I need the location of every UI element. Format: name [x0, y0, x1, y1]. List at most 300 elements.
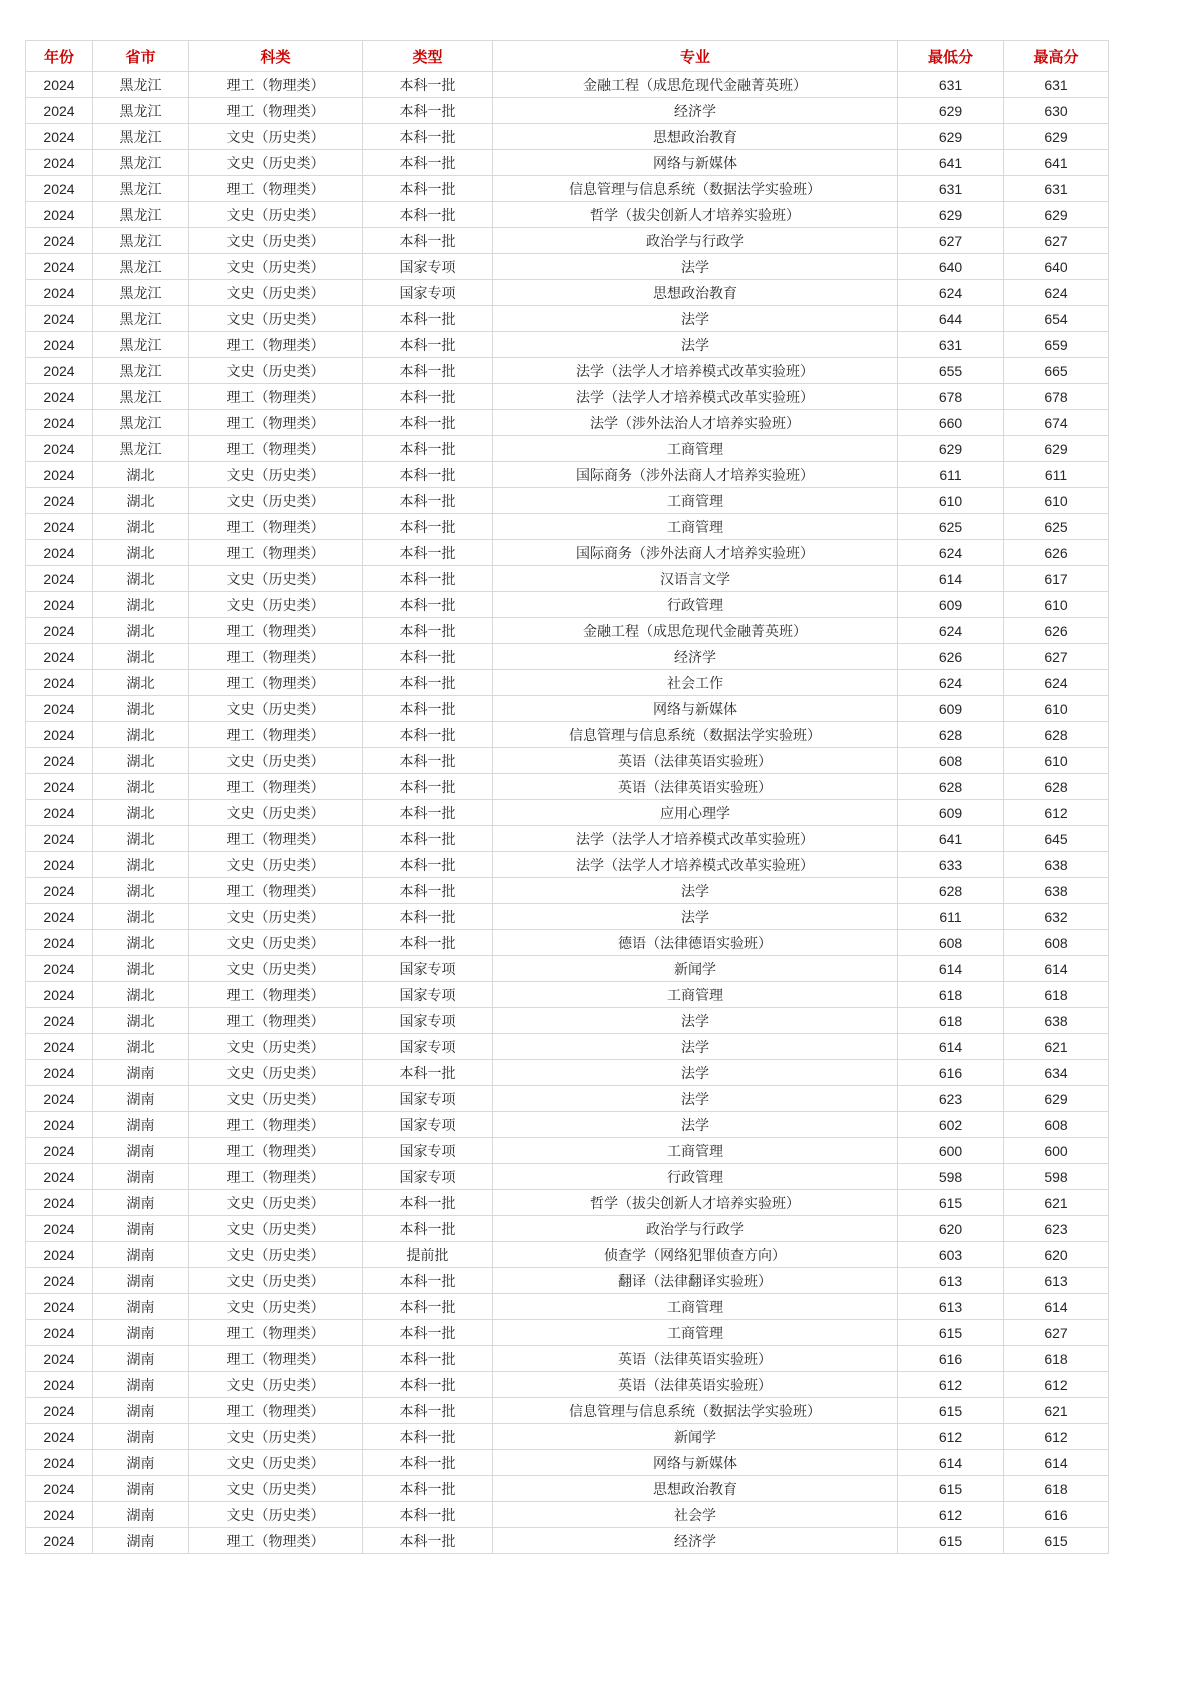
max-score-cell: 598	[1004, 1164, 1109, 1190]
province-cell: 湖南	[93, 1346, 189, 1372]
max-score-cell: 621	[1004, 1034, 1109, 1060]
major-cell: 网络与新媒体	[493, 150, 898, 176]
major-cell: 经济学	[493, 1528, 898, 1554]
header-row	[26, 41, 1109, 72]
province-cell: 湖北	[93, 774, 189, 800]
batch-type-cell: 国家专项	[363, 1034, 493, 1060]
province-cell: 湖北	[93, 1034, 189, 1060]
year-cell: 2024	[26, 254, 93, 280]
min-score-cell: 627	[898, 228, 1004, 254]
table-row	[26, 384, 1109, 410]
major-cell: 思想政治教育	[493, 280, 898, 306]
major-cell: 经济学	[493, 644, 898, 670]
batch-type-cell: 本科一批	[363, 1450, 493, 1476]
min-score-cell: 600	[898, 1138, 1004, 1164]
max-score-cell: 629	[1004, 1086, 1109, 1112]
max-score-cell: 624	[1004, 670, 1109, 696]
batch-type-cell: 本科一批	[363, 462, 493, 488]
subject-category-cell: 文史（历史类）	[189, 748, 363, 774]
table-row	[26, 514, 1109, 540]
province-cell: 黑龙江	[93, 306, 189, 332]
table-row	[26, 540, 1109, 566]
batch-type-cell: 本科一批	[363, 436, 493, 462]
year-cell: 2024	[26, 1242, 93, 1268]
province-cell: 湖南	[93, 1242, 189, 1268]
subject-category-cell: 理工（物理类）	[189, 1164, 363, 1190]
year-cell: 2024	[26, 202, 93, 228]
max-score-cell: 621	[1004, 1398, 1109, 1424]
max-score-cell: 624	[1004, 280, 1109, 306]
batch-type-cell: 本科一批	[363, 1268, 493, 1294]
major-cell: 工商管理	[493, 982, 898, 1008]
min-score-cell: 614	[898, 1450, 1004, 1476]
max-score-cell: 665	[1004, 358, 1109, 384]
subject-category-cell: 理工（物理类）	[189, 722, 363, 748]
major-cell: 工商管理	[493, 514, 898, 540]
max-score-cell: 623	[1004, 1216, 1109, 1242]
year-cell: 2024	[26, 852, 93, 878]
table-row	[26, 1034, 1109, 1060]
min-score-cell: 609	[898, 696, 1004, 722]
max-score-cell: 610	[1004, 592, 1109, 618]
year-cell: 2024	[26, 956, 93, 982]
batch-type-cell: 本科一批	[363, 1294, 493, 1320]
max-score-cell: 610	[1004, 488, 1109, 514]
batch-type-cell: 本科一批	[363, 176, 493, 202]
major-cell: 法学	[493, 1112, 898, 1138]
major-cell: 哲学（拔尖创新人才培养实验班）	[493, 202, 898, 228]
year-cell: 2024	[26, 1138, 93, 1164]
max-score-cell: 654	[1004, 306, 1109, 332]
min-score-cell: 618	[898, 1008, 1004, 1034]
table-row	[26, 1268, 1109, 1294]
max-score-cell: 629	[1004, 124, 1109, 150]
year-cell: 2024	[26, 1476, 93, 1502]
batch-type-cell: 国家专项	[363, 982, 493, 1008]
max-score-cell: 627	[1004, 228, 1109, 254]
batch-type-cell: 本科一批	[363, 566, 493, 592]
province-cell: 湖南	[93, 1138, 189, 1164]
major-cell: 法学	[493, 254, 898, 280]
min-score-column-header: 最低分	[898, 41, 1004, 72]
subject-category-cell: 理工（物理类）	[189, 436, 363, 462]
batch-type-cell: 本科一批	[363, 1476, 493, 1502]
major-cell: 行政管理	[493, 592, 898, 618]
province-cell: 湖南	[93, 1268, 189, 1294]
year-cell: 2024	[26, 670, 93, 696]
province-cell: 黑龙江	[93, 410, 189, 436]
table-row	[26, 566, 1109, 592]
subject-category-cell: 文史（历史类）	[189, 1424, 363, 1450]
province-cell: 湖北	[93, 514, 189, 540]
batch-type-cell: 国家专项	[363, 1008, 493, 1034]
province-cell: 湖北	[93, 748, 189, 774]
major-cell: 工商管理	[493, 1294, 898, 1320]
batch-type-cell: 本科一批	[363, 618, 493, 644]
min-score-cell: 611	[898, 462, 1004, 488]
subject-category-cell: 理工（物理类）	[189, 384, 363, 410]
table-row	[26, 1138, 1109, 1164]
province-cell: 湖北	[93, 540, 189, 566]
major-cell: 德语（法律德语实验班）	[493, 930, 898, 956]
max-score-cell: 617	[1004, 566, 1109, 592]
table-row	[26, 98, 1109, 124]
batch-type-cell: 本科一批	[363, 930, 493, 956]
max-score-cell: 618	[1004, 1476, 1109, 1502]
table-row	[26, 150, 1109, 176]
batch-type-cell: 本科一批	[363, 1424, 493, 1450]
province-cell: 湖南	[93, 1476, 189, 1502]
subject-category-cell: 理工（物理类）	[189, 618, 363, 644]
subject-category-cell: 理工（物理类）	[189, 878, 363, 904]
min-score-cell: 626	[898, 644, 1004, 670]
min-score-cell: 631	[898, 176, 1004, 202]
province-cell: 黑龙江	[93, 254, 189, 280]
year-cell: 2024	[26, 306, 93, 332]
batch-type-cell: 本科一批	[363, 514, 493, 540]
subject-category-cell: 理工（物理类）	[189, 982, 363, 1008]
batch-type-cell: 本科一批	[363, 1320, 493, 1346]
major-cell: 应用心理学	[493, 800, 898, 826]
subject-category-cell: 理工（物理类）	[189, 826, 363, 852]
year-cell: 2024	[26, 384, 93, 410]
major-cell: 金融工程（成思危现代金融菁英班）	[493, 72, 898, 98]
major-cell: 法学（法学人才培养模式改革实验班）	[493, 384, 898, 410]
year-cell: 2024	[26, 228, 93, 254]
min-score-cell: 629	[898, 98, 1004, 124]
batch-type-cell: 本科一批	[363, 748, 493, 774]
max-score-cell: 674	[1004, 410, 1109, 436]
batch-type-cell: 本科一批	[363, 696, 493, 722]
year-cell: 2024	[26, 566, 93, 592]
min-score-cell: 609	[898, 592, 1004, 618]
province-cell: 湖南	[93, 1424, 189, 1450]
min-score-cell: 616	[898, 1346, 1004, 1372]
max-score-cell: 610	[1004, 696, 1109, 722]
year-cell: 2024	[26, 488, 93, 514]
min-score-cell: 611	[898, 904, 1004, 930]
min-score-cell: 603	[898, 1242, 1004, 1268]
table-row	[26, 124, 1109, 150]
year-cell: 2024	[26, 878, 93, 904]
province-cell: 湖南	[93, 1320, 189, 1346]
batch-type-cell: 国家专项	[363, 280, 493, 306]
min-score-cell: 612	[898, 1372, 1004, 1398]
major-cell: 工商管理	[493, 1320, 898, 1346]
max-score-cell: 631	[1004, 176, 1109, 202]
max-score-cell: 627	[1004, 644, 1109, 670]
subject-category-cell: 理工（物理类）	[189, 1528, 363, 1554]
batch-type-cell: 本科一批	[363, 670, 493, 696]
province-cell: 湖南	[93, 1372, 189, 1398]
province-cell: 湖南	[93, 1502, 189, 1528]
province-cell: 湖北	[93, 878, 189, 904]
subject-category-cell: 理工（物理类）	[189, 514, 363, 540]
max-score-cell: 612	[1004, 1424, 1109, 1450]
subject-category-cell: 文史（历史类）	[189, 280, 363, 306]
batch-type-cell: 本科一批	[363, 1502, 493, 1528]
year-cell: 2024	[26, 774, 93, 800]
province-cell: 湖南	[93, 1112, 189, 1138]
province-cell: 湖北	[93, 982, 189, 1008]
max-score-cell: 638	[1004, 1008, 1109, 1034]
table-row	[26, 852, 1109, 878]
max-score-cell: 600	[1004, 1138, 1109, 1164]
table-row	[26, 488, 1109, 514]
batch-type-cell: 本科一批	[363, 1398, 493, 1424]
major-cell: 法学	[493, 904, 898, 930]
subject-category-cell: 理工（物理类）	[189, 670, 363, 696]
major-cell: 行政管理	[493, 1164, 898, 1190]
batch-type-cell: 国家专项	[363, 254, 493, 280]
table-row	[26, 904, 1109, 930]
min-score-cell: 641	[898, 150, 1004, 176]
batch-type-cell: 国家专项	[363, 1138, 493, 1164]
min-score-cell: 624	[898, 618, 1004, 644]
batch-type-cell: 提前批	[363, 1242, 493, 1268]
year-cell: 2024	[26, 98, 93, 124]
major-cell: 网络与新媒体	[493, 696, 898, 722]
table-row	[26, 982, 1109, 1008]
max-score-cell: 621	[1004, 1190, 1109, 1216]
year-cell: 2024	[26, 176, 93, 202]
min-score-cell: 615	[898, 1190, 1004, 1216]
max-score-cell: 629	[1004, 436, 1109, 462]
subject-category-cell: 文史（历史类）	[189, 1502, 363, 1528]
table-row	[26, 1060, 1109, 1086]
major-cell: 哲学（拔尖创新人才培养实验班）	[493, 1190, 898, 1216]
year-cell: 2024	[26, 982, 93, 1008]
table-row	[26, 462, 1109, 488]
batch-type-cell: 国家专项	[363, 1086, 493, 1112]
min-score-cell: 631	[898, 332, 1004, 358]
subject-category-cell: 理工（物理类）	[189, 1138, 363, 1164]
batch-type-cell: 国家专项	[363, 1112, 493, 1138]
admission-scores-table	[25, 40, 1109, 1554]
table-row	[26, 280, 1109, 306]
max-score-cell: 630	[1004, 98, 1109, 124]
major-cell: 信息管理与信息系统（数据法学实验班）	[493, 1398, 898, 1424]
province-cell: 湖南	[93, 1294, 189, 1320]
max-score-cell: 625	[1004, 514, 1109, 540]
min-score-cell: 615	[898, 1320, 1004, 1346]
min-score-cell: 631	[898, 72, 1004, 98]
major-cell: 法学（法学人才培养模式改革实验班）	[493, 852, 898, 878]
year-cell: 2024	[26, 124, 93, 150]
year-cell: 2024	[26, 748, 93, 774]
max-score-cell: 640	[1004, 254, 1109, 280]
province-cell: 湖北	[93, 696, 189, 722]
batch-type-cell: 本科一批	[363, 1216, 493, 1242]
major-cell: 法学	[493, 332, 898, 358]
province-cell: 黑龙江	[93, 72, 189, 98]
batch-type-cell: 本科一批	[363, 1060, 493, 1086]
min-score-cell: 624	[898, 280, 1004, 306]
subject-category-cell: 理工（物理类）	[189, 1398, 363, 1424]
min-score-cell: 602	[898, 1112, 1004, 1138]
major-cell: 社会工作	[493, 670, 898, 696]
major-cell: 工商管理	[493, 436, 898, 462]
batch-type-cell: 本科一批	[363, 904, 493, 930]
year-cell: 2024	[26, 1216, 93, 1242]
year-cell: 2024	[26, 410, 93, 436]
batch-type-cell: 本科一批	[363, 202, 493, 228]
max-score-cell: 628	[1004, 722, 1109, 748]
province-cell: 湖北	[93, 852, 189, 878]
max-score-cell: 678	[1004, 384, 1109, 410]
year-cell: 2024	[26, 800, 93, 826]
province-cell: 湖北	[93, 592, 189, 618]
max-score-cell: 618	[1004, 982, 1109, 1008]
major-cell: 思想政治教育	[493, 124, 898, 150]
year-cell: 2024	[26, 1346, 93, 1372]
subject-category-cell: 理工（物理类）	[189, 540, 363, 566]
major-cell: 工商管理	[493, 488, 898, 514]
subject-category-cell: 文史（历史类）	[189, 306, 363, 332]
min-score-cell: 641	[898, 826, 1004, 852]
min-score-cell: 613	[898, 1268, 1004, 1294]
subject-category-cell: 理工（物理类）	[189, 1320, 363, 1346]
max-score-cell: 645	[1004, 826, 1109, 852]
year-cell: 2024	[26, 1268, 93, 1294]
batch-type-cell: 本科一批	[363, 358, 493, 384]
min-score-cell: 678	[898, 384, 1004, 410]
table-row	[26, 670, 1109, 696]
subject-category-cell: 理工（物理类）	[189, 644, 363, 670]
subject-category-cell: 文史（历史类）	[189, 228, 363, 254]
table-row	[26, 774, 1109, 800]
province-cell: 湖北	[93, 956, 189, 982]
major-cell: 网络与新媒体	[493, 1450, 898, 1476]
batch-type-cell: 本科一批	[363, 826, 493, 852]
table-row	[26, 1086, 1109, 1112]
subject-category-cell: 文史（历史类）	[189, 1372, 363, 1398]
max-score-cell: 641	[1004, 150, 1109, 176]
province-cell: 湖南	[93, 1060, 189, 1086]
year-cell: 2024	[26, 1450, 93, 1476]
major-cell: 新闻学	[493, 956, 898, 982]
subject-category-cell: 文史（历史类）	[189, 1060, 363, 1086]
table-row	[26, 1502, 1109, 1528]
max-score-cell: 611	[1004, 462, 1109, 488]
min-score-cell: 608	[898, 748, 1004, 774]
table-row	[26, 1450, 1109, 1476]
province-cell: 湖北	[93, 904, 189, 930]
table-row	[26, 358, 1109, 384]
year-cell: 2024	[26, 1060, 93, 1086]
max-score-cell: 616	[1004, 1502, 1109, 1528]
table-row	[26, 202, 1109, 228]
min-score-cell: 660	[898, 410, 1004, 436]
table-row	[26, 722, 1109, 748]
major-cell: 政治学与行政学	[493, 228, 898, 254]
year-cell: 2024	[26, 332, 93, 358]
province-cell: 湖北	[93, 930, 189, 956]
table-row	[26, 1164, 1109, 1190]
table-row	[26, 1528, 1109, 1554]
min-score-cell: 623	[898, 1086, 1004, 1112]
min-score-cell: 629	[898, 124, 1004, 150]
major-cell: 工商管理	[493, 1138, 898, 1164]
major-cell: 法学（法学人才培养模式改革实验班）	[493, 826, 898, 852]
year-cell: 2024	[26, 1294, 93, 1320]
batch-type-cell: 国家专项	[363, 1164, 493, 1190]
table-row	[26, 1346, 1109, 1372]
year-cell: 2024	[26, 1164, 93, 1190]
table-row	[26, 72, 1109, 98]
min-score-cell: 615	[898, 1528, 1004, 1554]
max-score-cell: 620	[1004, 1242, 1109, 1268]
subject-category-cell: 理工（物理类）	[189, 332, 363, 358]
table-row	[26, 1398, 1109, 1424]
major-cell: 法学	[493, 1034, 898, 1060]
min-score-cell: 624	[898, 540, 1004, 566]
major-cell: 法学	[493, 306, 898, 332]
subject-category-cell: 文史（历史类）	[189, 488, 363, 514]
province-cell: 黑龙江	[93, 228, 189, 254]
min-score-cell: 628	[898, 722, 1004, 748]
min-score-cell: 624	[898, 670, 1004, 696]
year-cell: 2024	[26, 72, 93, 98]
table-row	[26, 332, 1109, 358]
table-row	[26, 826, 1109, 852]
batch-type-cell: 本科一批	[363, 1346, 493, 1372]
batch-type-cell: 本科一批	[363, 1372, 493, 1398]
province-cell: 黑龙江	[93, 358, 189, 384]
province-cell: 黑龙江	[93, 384, 189, 410]
subject-category-cell: 文史（历史类）	[189, 696, 363, 722]
table-row	[26, 878, 1109, 904]
max-score-column-header: 最高分	[1004, 41, 1109, 72]
province-cell: 湖北	[93, 644, 189, 670]
max-score-cell: 615	[1004, 1528, 1109, 1554]
subject-category-cell: 文史（历史类）	[189, 150, 363, 176]
table-row	[26, 1476, 1109, 1502]
table-row	[26, 1372, 1109, 1398]
subject-category-cell: 文史（历史类）	[189, 1190, 363, 1216]
subject-category-cell: 理工（物理类）	[189, 98, 363, 124]
batch-type-cell: 本科一批	[363, 124, 493, 150]
subject-category-cell: 文史（历史类）	[189, 254, 363, 280]
year-cell: 2024	[26, 1190, 93, 1216]
major-cell: 金融工程（成思危现代金融菁英班）	[493, 618, 898, 644]
year-cell: 2024	[26, 1398, 93, 1424]
batch-type-cell: 本科一批	[363, 98, 493, 124]
max-score-cell: 638	[1004, 852, 1109, 878]
major-cell: 英语（法律英语实验班）	[493, 1346, 898, 1372]
year-cell: 2024	[26, 1086, 93, 1112]
min-score-cell: 608	[898, 930, 1004, 956]
year-cell: 2024	[26, 150, 93, 176]
province-cell: 湖南	[93, 1398, 189, 1424]
major-cell: 国际商务（涉外法商人才培养实验班）	[493, 462, 898, 488]
batch-type-cell: 本科一批	[363, 306, 493, 332]
table-row	[26, 1242, 1109, 1268]
table-body	[26, 72, 1109, 1554]
batch-type-cell: 本科一批	[363, 332, 493, 358]
major-cell: 英语（法律英语实验班）	[493, 748, 898, 774]
year-cell: 2024	[26, 618, 93, 644]
province-cell: 黑龙江	[93, 202, 189, 228]
max-score-cell: 618	[1004, 1346, 1109, 1372]
major-cell: 新闻学	[493, 1424, 898, 1450]
subject-category-cell: 文史（历史类）	[189, 592, 363, 618]
max-score-cell: 612	[1004, 1372, 1109, 1398]
batch-type-cell: 本科一批	[363, 1190, 493, 1216]
table-row	[26, 1112, 1109, 1138]
subject-category-cell: 文史（历史类）	[189, 800, 363, 826]
subject-category-cell: 文史（历史类）	[189, 1086, 363, 1112]
